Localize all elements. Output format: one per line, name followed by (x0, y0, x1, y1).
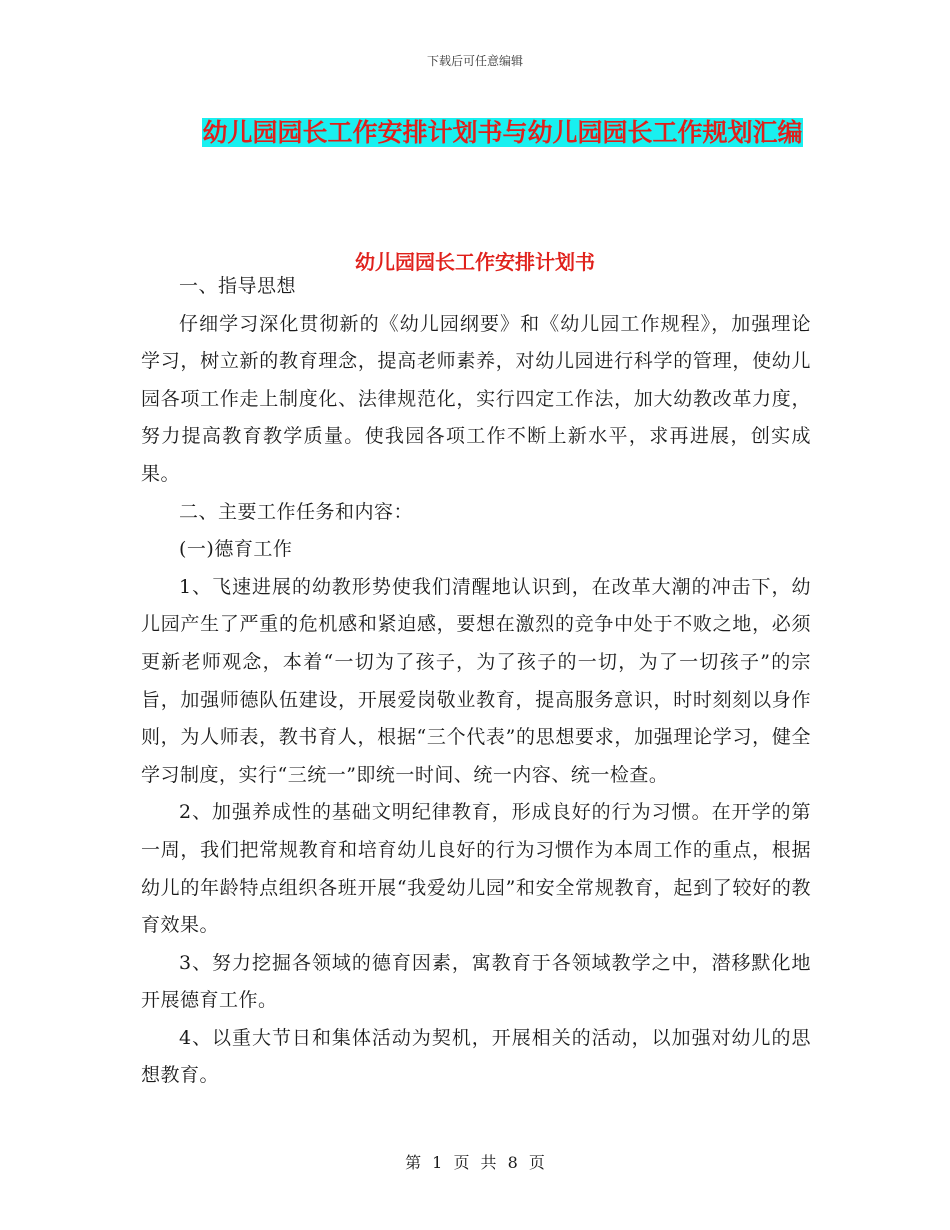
paragraph: 2、加强养成性的基础文明纪律教育，形成良好的行为习惯。在开学的第一周，我们把常规教育和培育幼儿良好的行为习惯作为本周工作的重点，根据幼儿的年龄特点组织各班开展“我爱幼儿园”和安全常规教育，起到了较好的教育效果。 (141, 801, 811, 937)
paragraph: 1、飞速进展的幼教形势使我们清醒地认识到，在改革大潮的冲击下，幼儿园产生了严重的危机感和紧迫感，要想在激烈的竞争中处于不败之地，必须更新老师观念，本着“一切为了孩子，为了孩子的一切，为了一切孩子”的宗旨，加强师德队伍建设，开展爱岗敬业教育，提高服务意识，时时刻刻以身作则，为人师表，教书育人，根据“三个代表”的思想要求，加强理论学习，健全学习制度，实行“三统一”即统一时间、统一内容、统一检查。 (141, 575, 811, 786)
paragraph: 4、以重大节日和集体活动为契机，开展相关的活动，以加强对幼儿的思想教育。 (141, 1026, 811, 1087)
document-title-text: 幼儿园园长工作安排计划书与幼儿园园长工作规划汇编 (202, 118, 803, 147)
document-body (141, 268, 811, 1095)
page-footer: 第 1 页 共 8 页 (405, 1153, 545, 1172)
heading-main-tasks: 二、主要工作任务和内容： (179, 500, 414, 523)
document-title (190, 110, 815, 155)
heading-guiding-ideology: 一、指导思想 (179, 275, 297, 297)
heading-moral-education: (一)德育工作 (179, 538, 293, 561)
paragraph: 仔细学习深化贯彻新的《幼儿园纲要》和《幼儿园工作规程》，加强理论学习，树立新的教育理念，提高老师素养，对幼儿园进行科学的管理，使幼儿园各项工作走上制度化、法律规范化，实行四定工作法，加大幼教改革力度，努力提高教育教学质量。使我园各项工作不断上新水平，求再进展，创实成果。 (141, 312, 811, 485)
header-note: 下载后可任意编辑 (426, 54, 523, 68)
section-title: 幼儿园园长工作安排计划书 (355, 250, 595, 274)
paragraph: 3、努力挖掘各领域的德育因素，寓教育于各领域教学之中，潜移默化地开展德育工作。 (141, 951, 811, 1012)
